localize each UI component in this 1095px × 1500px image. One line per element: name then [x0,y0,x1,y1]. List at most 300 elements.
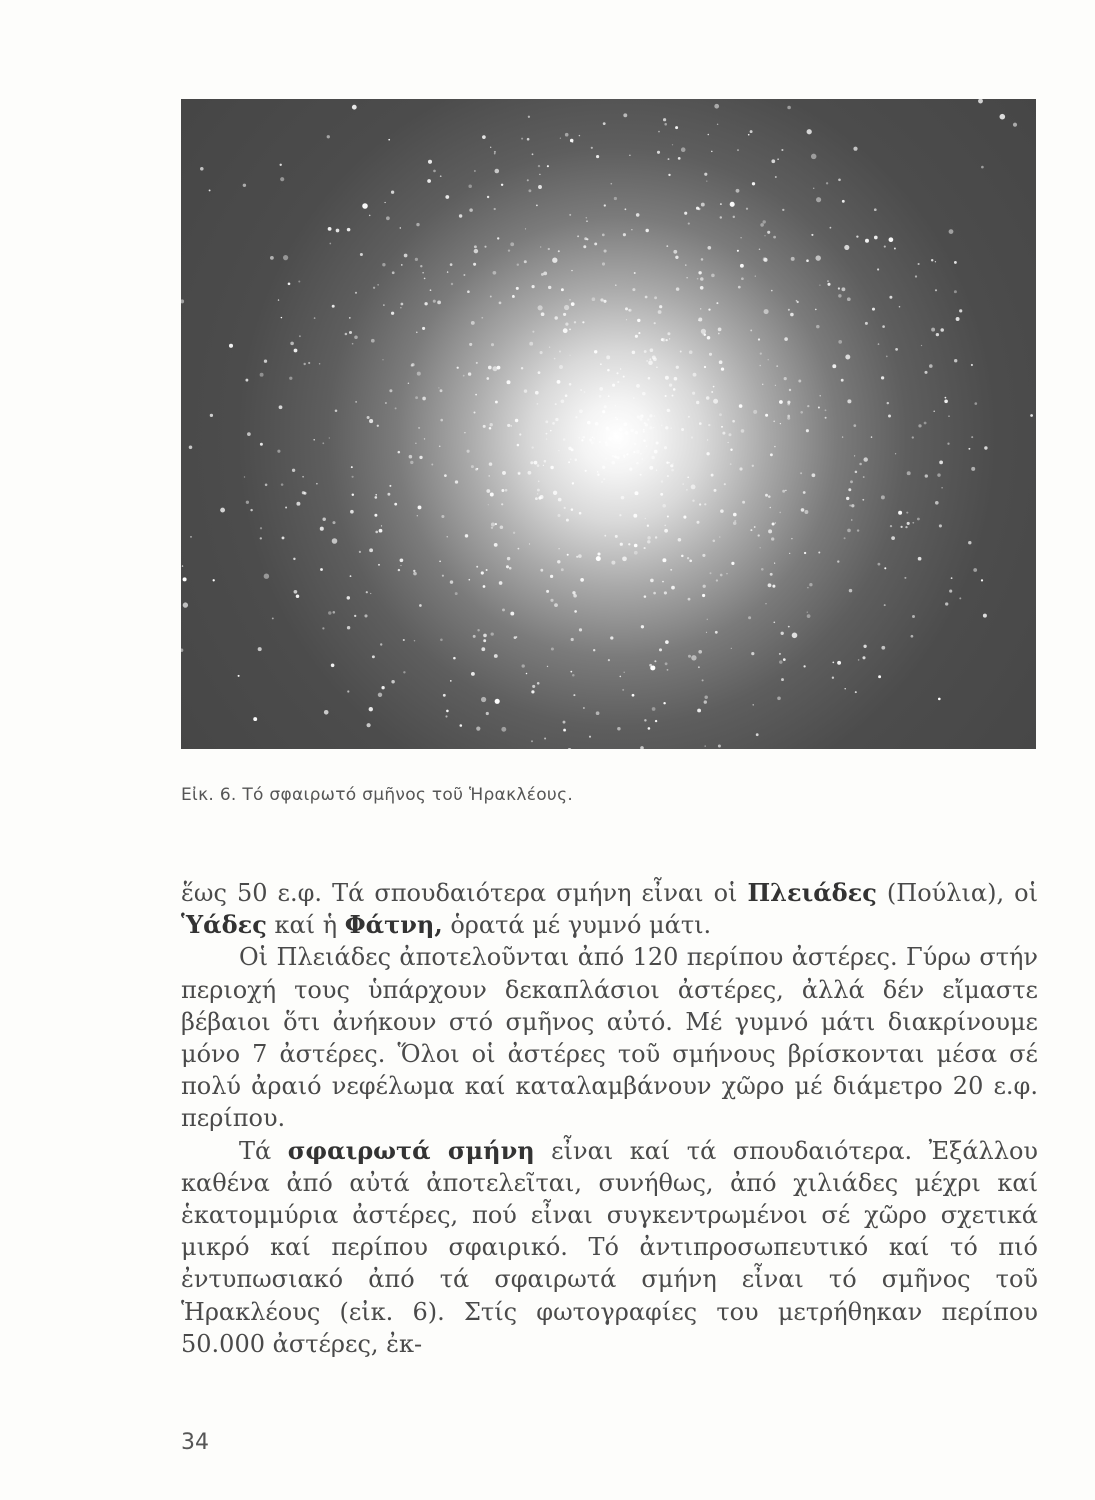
star [771,537,774,540]
star [886,356,888,358]
star [384,202,385,203]
star [832,662,834,664]
star [382,359,383,360]
star [450,263,453,266]
star [612,461,616,465]
star [907,522,910,525]
star [640,453,642,455]
star [806,429,809,432]
star [937,473,940,476]
star [494,208,496,210]
star [491,523,495,527]
star [579,135,580,136]
star [447,536,448,537]
star [526,673,528,675]
star [807,405,809,407]
star [283,255,288,260]
star [746,208,748,210]
star [863,645,866,648]
star [765,414,768,417]
star [721,426,723,428]
star [862,499,864,501]
star [602,466,605,469]
star [760,223,764,227]
star [438,387,439,388]
star [642,458,643,459]
star [547,165,549,167]
star [625,307,628,310]
star [665,395,667,397]
star [445,715,447,717]
star [733,521,736,524]
star [387,493,390,496]
star [265,484,268,487]
star [706,180,707,181]
star [789,553,790,554]
star [652,355,656,359]
star [857,529,859,531]
star [389,485,391,487]
star [912,615,915,618]
star [664,591,667,594]
star [773,420,775,422]
star [665,662,668,665]
star [446,710,449,713]
star [632,694,635,697]
star [591,441,594,444]
star [644,547,646,549]
star [352,494,354,496]
bold-term: Πλειάδες [747,878,877,907]
star [713,399,718,404]
star [753,704,754,705]
star [704,696,707,699]
star [351,466,353,468]
star [878,675,881,678]
star [557,560,560,563]
star [918,557,922,561]
star [369,419,373,423]
star [328,611,331,614]
star [764,235,765,236]
star [838,178,841,181]
star [858,659,860,661]
star [772,522,775,525]
star [419,604,422,607]
star [540,351,543,354]
star [691,485,696,490]
body-text [181,877,1038,1360]
star [298,280,300,282]
star [528,116,530,118]
star [739,404,743,408]
star [333,611,336,614]
star [722,432,725,435]
star [771,290,773,292]
star [826,182,828,184]
star [643,431,645,433]
star [762,220,765,223]
star [945,397,947,399]
star [422,327,425,330]
star [973,568,977,572]
star [646,445,647,446]
star [899,306,901,308]
star [491,632,494,635]
star [335,409,338,412]
star [648,360,653,365]
star [698,271,701,274]
star [546,590,549,593]
star [600,363,602,365]
star [391,191,394,194]
star [601,415,602,416]
star [349,317,351,319]
star [359,551,361,553]
star [467,450,470,453]
star [597,474,599,476]
star [571,508,574,511]
star-field [181,99,1036,749]
star [489,427,492,430]
star [398,569,400,571]
star [665,376,669,380]
star [386,216,390,220]
star [691,436,693,438]
star [720,216,722,218]
star [881,646,885,650]
star [619,676,621,678]
star [331,664,335,668]
star [495,169,500,174]
star [422,397,426,401]
star [788,309,790,311]
star [713,540,716,543]
star [871,436,872,437]
star [949,229,954,234]
star [474,249,478,253]
star [544,738,546,740]
star [1030,414,1033,417]
star [781,632,784,635]
star [654,660,656,662]
star [619,427,623,431]
star [360,253,363,256]
star [537,493,538,494]
star [550,430,552,432]
star [552,258,557,263]
star [464,432,466,434]
star [369,707,373,711]
star [593,649,595,651]
star [706,632,707,633]
star [682,483,684,485]
star [322,627,324,629]
star [615,405,616,406]
star [644,719,646,721]
page-number: 34 [181,1430,209,1455]
star [538,185,542,189]
star [382,263,385,266]
star [489,462,493,466]
star [281,483,284,486]
star [720,203,722,205]
star [486,377,489,380]
star [838,340,842,344]
star [704,503,706,505]
star [851,519,852,520]
star [490,296,492,298]
star [800,472,802,474]
star [502,471,506,475]
star [653,592,656,595]
star [440,639,443,642]
star [577,235,579,237]
star [673,388,676,391]
star [546,433,548,435]
star [791,538,793,540]
star [569,214,571,216]
star [798,380,801,383]
star [878,343,880,345]
star [183,602,188,607]
star [704,173,707,176]
star [586,220,587,221]
star [574,321,576,323]
star [570,459,571,460]
star [968,541,971,544]
star [807,611,808,612]
star [587,421,591,425]
star [278,299,279,300]
star [671,427,672,428]
star [898,511,902,515]
star [491,343,494,346]
star [537,464,540,467]
star [532,153,534,155]
star [569,383,572,386]
star [355,292,357,294]
star [616,433,620,437]
star [494,654,498,658]
star [495,401,498,404]
star [488,366,492,370]
paragraph [181,877,1038,941]
star [329,243,331,245]
star [616,456,619,459]
star [968,448,970,450]
star [911,635,914,638]
star [792,633,798,639]
star [663,118,666,121]
star [649,466,653,470]
star [530,461,533,464]
star [473,263,476,266]
star [450,580,453,583]
star [602,410,605,413]
star [229,344,233,348]
star [642,392,646,396]
star [537,682,540,685]
star [411,363,414,366]
star [733,513,737,517]
star [558,548,559,549]
star [332,538,338,544]
star [561,288,564,291]
star [506,565,509,568]
star [707,336,711,340]
star [477,629,479,631]
star [592,436,594,438]
star [775,522,776,523]
star [264,360,267,363]
star [518,548,520,550]
star [681,555,684,558]
star [739,467,742,470]
star [863,476,865,478]
star [620,368,621,369]
star [655,536,657,538]
star [698,208,701,211]
star [620,435,621,436]
star [415,258,418,261]
star [658,310,662,314]
star [791,257,795,261]
star [415,396,418,399]
star [189,446,193,450]
star [563,328,568,333]
star [595,422,599,426]
star [750,529,752,531]
star [531,690,534,693]
star [907,471,911,475]
star [550,599,553,602]
text-run: Οἱ Πλειάδες ἀποτελοῦνται ἀπό 120 περίπου ἀστέρες. Γύρω στήν περιοχή τους ὑπάρχουν δεκαπλάσιοι ἀστέρες, ἀλλά δέν εἴμαστε βέβαιοι ὅτι ἀνήκουν στό σμῆνος αὐτό. Μέ γυμνό μάτι διακρίνουμε μόνο 7 ἀστέρες. Ὅλοι οἱ ἀστέρες τοῦ σμήνους βρίσκονται μέσα σέ πολύ ἀραιό νεφέλωμα καί καταλαμβάνουν χῶρο μέ διάμετρο 20 ε.φ. περίπου. [181,943,1038,1133]
star [414,640,415,641]
star [815,309,817,311]
star [289,377,292,380]
star [698,666,700,668]
star [507,557,510,560]
star [272,617,274,619]
star [468,372,471,375]
star [568,447,571,450]
star [719,413,722,416]
star [443,694,446,697]
bold-term: Ὑάδες [181,910,267,940]
star [285,507,287,509]
star [688,655,691,658]
star [663,702,665,704]
star [290,342,294,346]
star [652,707,656,711]
star [661,338,664,341]
star [579,512,582,515]
star [500,525,504,529]
star [730,449,732,451]
star [636,213,640,217]
star [724,483,726,485]
star [656,470,657,471]
star [692,499,694,501]
star [708,308,710,310]
star [584,237,587,240]
star [720,574,723,577]
star [667,332,670,335]
star [815,255,820,260]
star [519,433,521,435]
star [501,727,506,732]
star [507,380,511,384]
star [538,371,541,374]
star [602,234,605,237]
star [576,556,578,558]
star [754,526,756,528]
star [649,414,652,417]
star [767,231,770,234]
star [775,176,777,178]
star [484,246,486,248]
star [392,271,395,274]
star [645,518,646,519]
star [801,508,805,512]
star [696,401,699,404]
star [889,237,894,242]
star [612,455,614,457]
star [656,367,657,368]
star [625,208,627,210]
star [853,424,856,427]
star [481,571,484,574]
star [377,425,379,427]
star [597,552,600,555]
star [288,282,291,285]
star [499,581,503,585]
star [375,496,378,499]
star [493,271,497,275]
star [765,494,768,497]
star [846,497,849,500]
star [362,203,368,209]
star [433,170,436,173]
star [671,469,674,472]
star [589,736,591,738]
star [220,508,225,513]
star [366,591,368,593]
star [956,317,960,321]
star [389,389,392,392]
star [304,492,307,495]
star [730,463,732,465]
star [935,261,936,262]
star [654,322,656,324]
star [1013,123,1017,127]
star [825,409,827,411]
star [347,228,351,232]
star [379,529,383,533]
star [572,674,575,677]
star [686,489,688,491]
star [481,697,486,702]
star [944,399,948,403]
star [617,727,620,730]
star [439,560,441,562]
star [604,204,606,206]
star [729,433,732,436]
star [731,562,734,565]
star [738,286,741,289]
star [699,503,701,505]
